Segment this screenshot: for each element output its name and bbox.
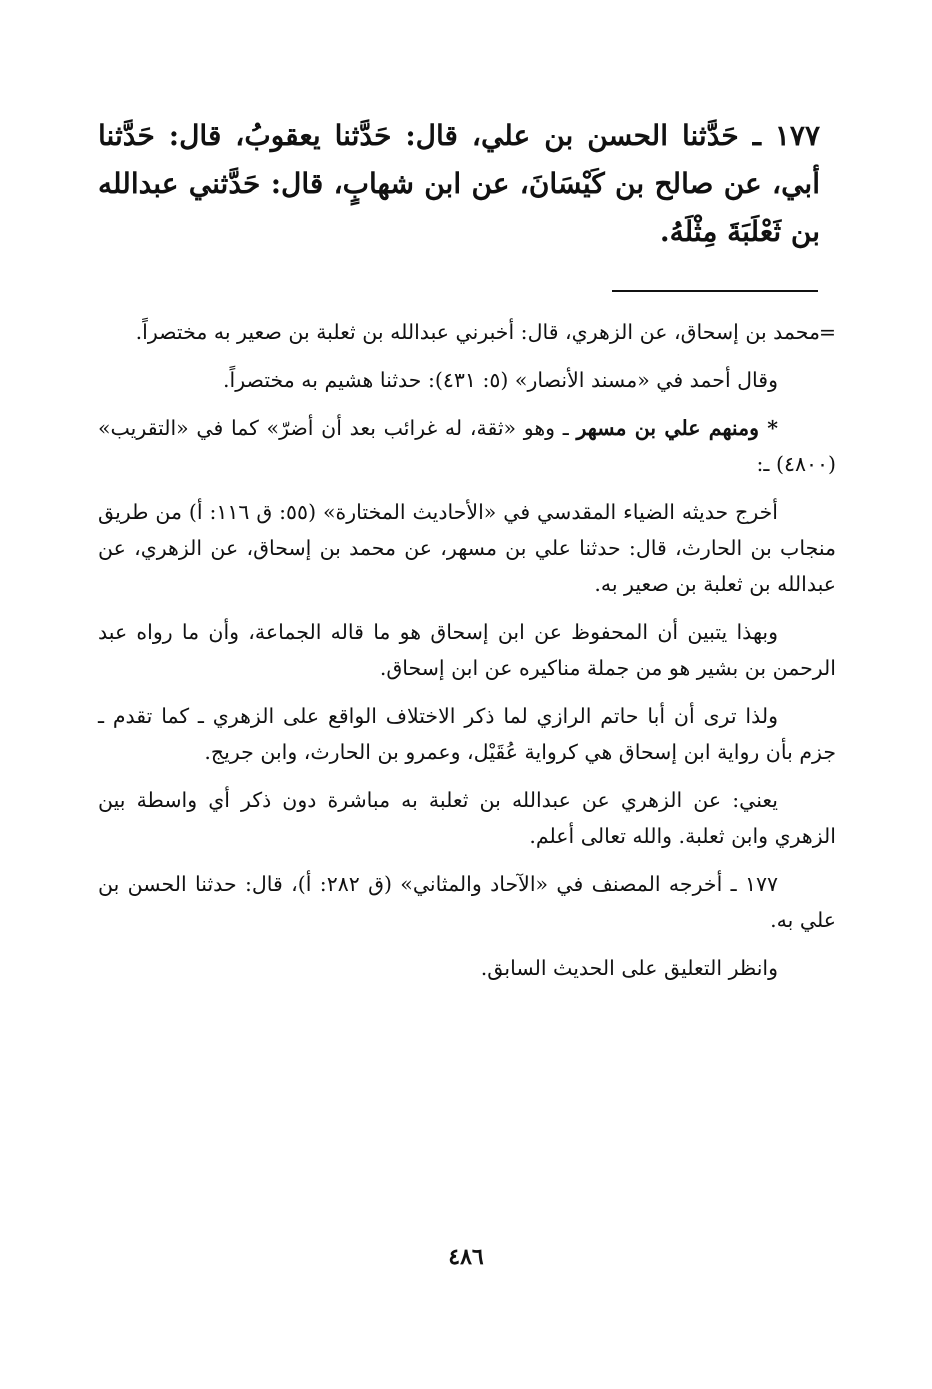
narrator-heading: * ومنهم علي بن مسهر [576,416,778,440]
footnote-paragraph: ١٧٧ ـ أخرجه المصنف في «الآحاد والمثاني» (ق ٢٨٢: أ)، قال: حدثنا الحسن بن علي به. [98,872,836,932]
page-number: ٤٨٦ [448,1244,484,1270]
footnote-paragraph: أخرج حديثه الضياء المقدسي في «الأحاديث المختارة» (٥٥: ق ١١٦: أ) من طريق منجاب بن الحارث، قال: حدثنا علي بن مسهر، عن محمد بن إسحاق، عن الزهري، عن عبدالله بن ثعلبة بن صعير به. [98,500,836,596]
footnote-separator [612,290,818,292]
footnote-paragraph: يعني: عن الزهري عن عبدالله بن ثعلبة به مباشرة دون ذكر أي واسطة بين الزهري وابن ثعلبة. والله تعالى أعلم. [98,788,836,848]
continuation-marker: = [818,320,836,344]
hadith-text: ١٧٧ ـ حَدَّثنا الحسن بن علي، قال: حَدَّثنا يعقوبُ، قال: حَدَّثنا أبي، عن صالح بن كَيْسَانَ، عن ابن شهابٍ، قال: حَدَّثني عبدالله بن ثَعْلَبَةَ مِثْلَهُ. [98,119,820,248]
footnote-paragraph [98,410,836,482]
footnote-continuation [98,314,836,350]
footnotes [98,314,836,998]
footnote-paragraph: وقال أحمد في «مسند الأنصار» (٥: ٤٣١): حدثنا هشيم به مختصراً. [223,368,778,392]
footnote-paragraph: وانظر التعليق على الحديث السابق. [480,956,778,980]
narrator-note: ـ وهو «ثقة، له غرائب بعد أن أضرّ» كما في «التقريب» (٤٨٠٠) ـ: [98,416,836,476]
footnote-paragraph: وبهذا يتبين أن المحفوظ عن ابن إسحاق هو ما قاله الجماعة، وأن ما رواه عبد الرحمن بن بشير هو من جملة مناكيره عن ابن إسحاق. [98,620,836,680]
footnote-paragraph: محمد بن إسحاق، عن الزهري، قال: أخبرني عبدالله بن ثعلبة بن صعير به مختصراً. [135,320,820,344]
footnote-paragraph: ولذا ترى أن أبا حاتم الرازي لما ذكر الاختلاف الواقع على الزهري ـ كما تقدم ـ جزم بأن رواية ابن إسحاق هي كرواية عُقَيْل، وعمرو بن الحارث، وابن جريج. [98,704,836,764]
